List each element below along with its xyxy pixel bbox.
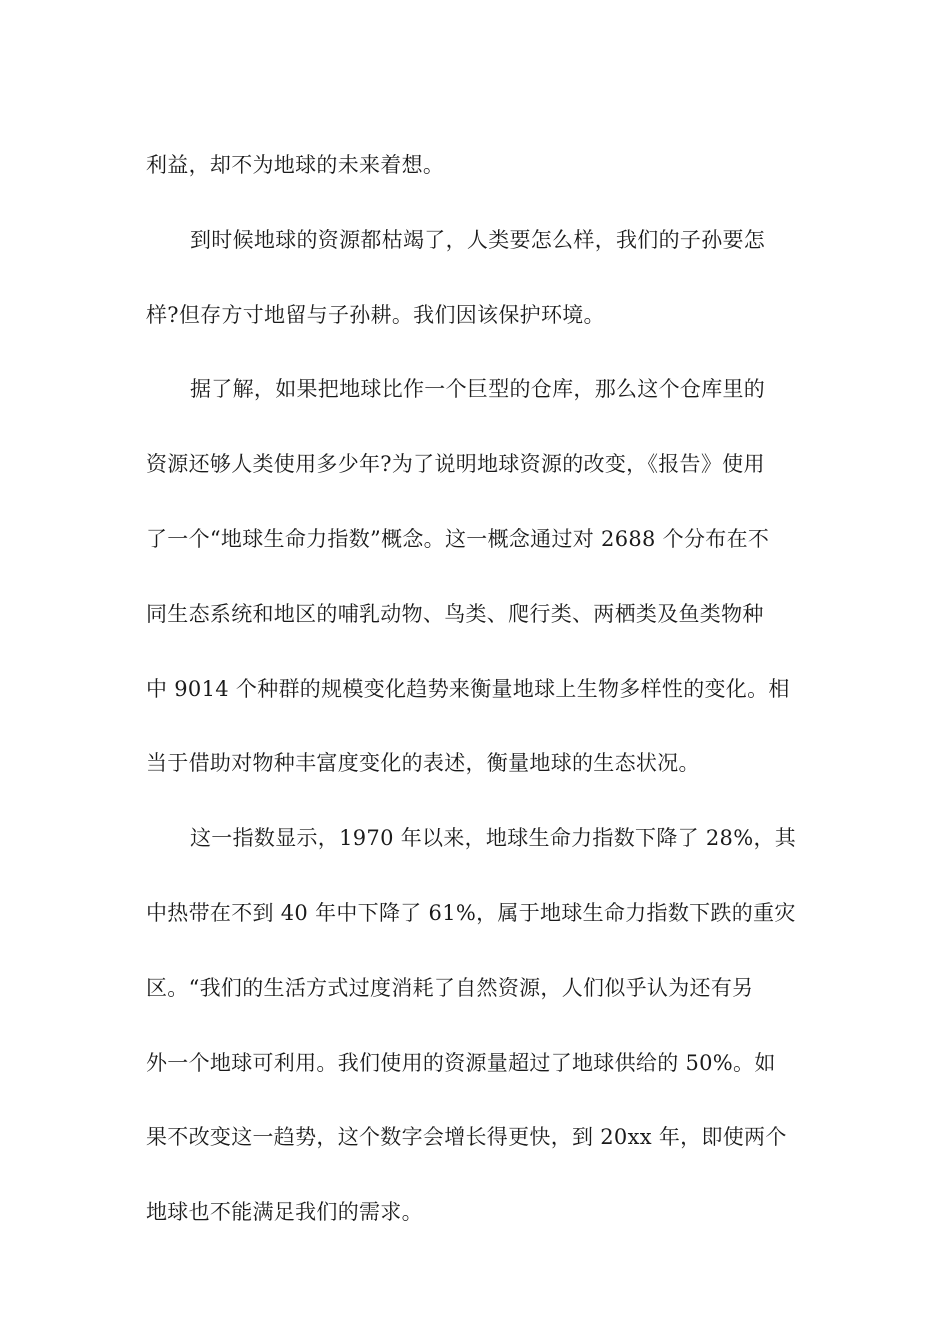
text-line: 外一个地球可利用。我们使用的资源量超过了地球供给的 50%。如: [146, 1050, 776, 1075]
text-line: 同生态系统和地区的哺乳动物、鸟类、爬行类、两栖类及鱼类物种: [146, 601, 764, 626]
text-line: 中 9014 个种群的规模变化趋势来衡量地球上生物多样性的变化。相: [146, 676, 790, 701]
paragraph-4: [146, 801, 806, 1250]
paragraph-1: [146, 128, 806, 203]
text-line: 区。“我们的生活方式过度消耗了自然资源，人们似乎认为还有另: [146, 975, 754, 1000]
text-line: 这一指数显示，1970 年以来，地球生命力指数下降了 28%，其: [190, 826, 797, 851]
text-line: 果不改变这一趋势，这个数字会增长得更快，到 20xx 年，即使两个: [146, 1125, 787, 1150]
text-line: 资源还够人类使用多少年?为了说明地球资源的改变，《报告》使用: [146, 452, 765, 477]
text-line: 样?但存方寸地留与子孙耕。我们因该保护环境。: [146, 302, 605, 327]
text-line: 到时候地球的资源都枯竭了，人类要怎么样，我们的子孙要怎: [190, 227, 766, 252]
text-line: 利益，却不为地球的未来着想。: [146, 153, 445, 177]
text-line: 当于借助对物种丰富度变化的表述，衡量地球的生态状况。: [146, 751, 700, 776]
text-line: 地球也不能满足我们的需求。: [146, 1200, 423, 1225]
text-line: 中热带在不到 40 年中下降了 61%，属于地球生命力指数下跌的重灾: [146, 900, 796, 925]
text-line: 据了解，如果把地球比作一个巨型的仓库，那么这个仓库里的: [190, 377, 766, 402]
paragraph-2: [146, 203, 806, 353]
paragraph-3: [146, 352, 806, 801]
body-text: [146, 128, 806, 1250]
text-line: 了一个“地球生命力指数”概念。这一概念通过对 2688 个分布在不: [146, 526, 770, 551]
